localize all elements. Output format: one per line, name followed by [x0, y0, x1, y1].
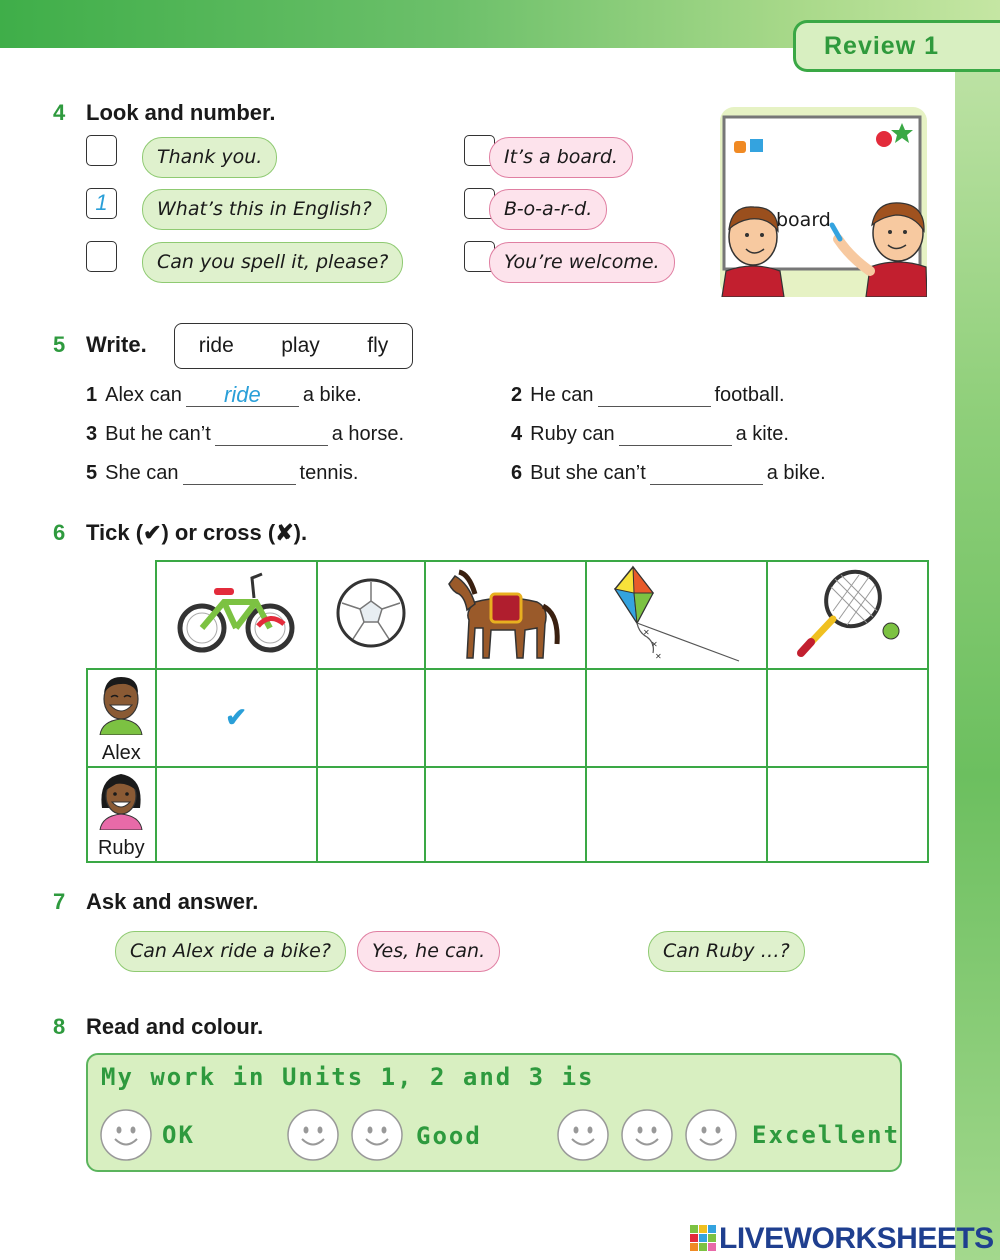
bubble-text: It’s a board.	[504, 146, 618, 168]
bubble-text: Can you spell it, please?	[157, 251, 389, 273]
smiley-icon[interactable]	[286, 1108, 340, 1162]
smiley-icon[interactable]	[556, 1108, 610, 1162]
sentence-number: 1	[86, 384, 98, 406]
ex4-answer-box-1[interactable]	[86, 135, 117, 166]
sentence-after: a kite.	[735, 423, 789, 445]
sentence-number: 4	[511, 423, 523, 445]
bubble-text: B-o-a-r-d.	[504, 198, 593, 220]
table-row	[87, 767, 928, 862]
answer-blank-2[interactable]	[598, 385, 711, 407]
sentence-before: She can	[105, 462, 179, 484]
ex7-bubble-question-alex	[115, 931, 346, 972]
sentence-number: 3	[86, 423, 98, 445]
svg-text:✕: ✕	[654, 651, 662, 661]
word-play: play	[281, 334, 320, 357]
board-word: board	[776, 209, 831, 231]
bike-icon	[176, 568, 296, 658]
sentence-before: He can	[530, 384, 594, 406]
sentence-before: Alex can	[105, 384, 182, 406]
answer-blank-6[interactable]	[650, 463, 763, 485]
bubble-text: Thank you.	[157, 146, 263, 168]
kid-name-alex: Alex	[101, 741, 141, 764]
sentence-number: 5	[86, 462, 98, 484]
ex4-answer-box-2[interactable]: 1	[86, 188, 117, 219]
sentence-before: But he can’t	[105, 423, 211, 445]
rating-good: Good	[416, 1122, 482, 1150]
review-tab: Review 1	[793, 20, 1000, 72]
ruby-avatar-icon	[96, 768, 146, 830]
ex4-bubble-welcome	[489, 242, 675, 283]
mark-cell[interactable]	[425, 767, 586, 862]
mark-cell[interactable]	[425, 669, 586, 767]
ex7-number: 7	[53, 889, 66, 914]
ex5-sentence-5	[86, 462, 358, 485]
classroom-board-icon	[720, 107, 927, 297]
ex8-number: 8	[53, 1014, 66, 1039]
ex4-bubble-its-a-board	[489, 137, 633, 178]
mark-cell[interactable]	[767, 767, 928, 862]
smiley-icon[interactable]	[620, 1108, 674, 1162]
word-ride: ride	[198, 334, 234, 357]
kid-cell-ruby	[87, 767, 156, 862]
kid-cell-alex	[87, 669, 156, 767]
ex5-sentence-1	[86, 384, 362, 407]
logo-text: LIVEWORKSHEETS	[719, 1222, 994, 1255]
bubble-text: You’re welcome.	[504, 251, 660, 273]
col-bike	[156, 561, 317, 669]
ex4-title: Look and number.	[86, 100, 276, 125]
mark-cell[interactable]	[586, 767, 767, 862]
col-tennis	[767, 561, 928, 669]
bubble-text: Yes, he can.	[372, 940, 486, 962]
kite-icon	[609, 563, 744, 663]
ex4-answer-box-3[interactable]	[86, 241, 117, 272]
mark-cell[interactable]	[317, 767, 425, 862]
col-kite	[586, 561, 767, 669]
mark-alex-bike: ✔	[225, 702, 248, 733]
ex4-bubble-spell	[142, 242, 403, 283]
sentence-after: a bike.	[766, 462, 826, 484]
ex4-number: 4	[53, 100, 66, 125]
word-fly: fly	[367, 334, 389, 357]
rating-ok: OK	[162, 1121, 195, 1149]
smiley-icon[interactable]	[99, 1108, 153, 1162]
sentence-after: tennis.	[299, 462, 359, 484]
right-band	[955, 48, 1000, 1260]
ex7-bubble-question-ruby	[648, 931, 805, 972]
mark-cell[interactable]	[317, 669, 425, 767]
tennis-racket-icon	[787, 565, 907, 661]
sentence-after: football.	[714, 384, 785, 406]
sentence-after: a horse.	[331, 423, 405, 445]
ex5-sentence-4	[511, 423, 789, 446]
sentence-after: a bike.	[302, 384, 362, 406]
mark-cell[interactable]	[156, 669, 317, 767]
self-assessment-heading: My work in Units 1, 2 and 3 is	[101, 1063, 595, 1091]
football-icon	[331, 573, 411, 653]
mark-cell[interactable]	[586, 669, 767, 767]
classroom-board-illustration	[720, 107, 927, 297]
mark-cell[interactable]	[156, 767, 317, 862]
sentence-before: Ruby can	[530, 423, 615, 445]
col-horse	[425, 561, 586, 669]
bubble-text: Can Ruby …?	[663, 940, 790, 962]
bubble-text: What’s this in English?	[157, 198, 372, 220]
ex7-bubble-answer	[357, 931, 500, 972]
liveworksheets-logo-icon	[690, 1225, 716, 1251]
rating-excellent: Excellent	[752, 1121, 901, 1149]
ex4-bubble-spelling	[489, 189, 607, 230]
ex7-title: Ask and answer.	[86, 889, 259, 914]
sentence-number: 6	[511, 462, 523, 484]
alex-avatar-icon	[96, 671, 146, 735]
ex8-title: Read and colour.	[86, 1014, 264, 1039]
corner-cell	[87, 561, 156, 669]
sentence-before: But she can’t	[530, 462, 646, 484]
bubble-text: Can Alex ride a bike?	[130, 940, 331, 962]
table-header-row	[87, 561, 928, 669]
smiley-icon[interactable]	[350, 1108, 404, 1162]
kid-name-ruby: Ruby	[97, 837, 145, 860]
mark-cell[interactable]	[767, 669, 928, 767]
horse-icon	[445, 564, 565, 662]
ex5-sentence-6	[511, 462, 826, 485]
liveworksheets-logo	[690, 1222, 994, 1256]
ex5-number: 5	[53, 332, 66, 357]
answer-blank-5[interactable]	[183, 463, 296, 485]
ex4-bubble-thank-you	[142, 137, 277, 178]
answer-blank-3[interactable]	[215, 424, 328, 446]
tick-cross-table	[86, 560, 929, 863]
ex6-title: Tick (✔) or cross (✘).	[86, 520, 308, 545]
smiley-icon[interactable]	[684, 1108, 738, 1162]
answer-blank-4[interactable]	[619, 424, 732, 446]
col-football	[317, 561, 425, 669]
sentence-number: 2	[511, 384, 523, 406]
ex5-title: Write.	[86, 332, 147, 357]
ex6-number: 6	[53, 520, 66, 545]
table-row	[87, 669, 928, 767]
word-box	[174, 323, 413, 369]
answer-blank-1[interactable]: ride	[186, 385, 299, 407]
ex4-bubble-whats-this	[142, 189, 387, 230]
svg-text:✕: ✕	[642, 627, 650, 637]
ex5-sentence-3	[86, 423, 404, 446]
svg-text:✕: ✕	[650, 639, 658, 649]
ex5-sentence-2	[511, 384, 785, 407]
